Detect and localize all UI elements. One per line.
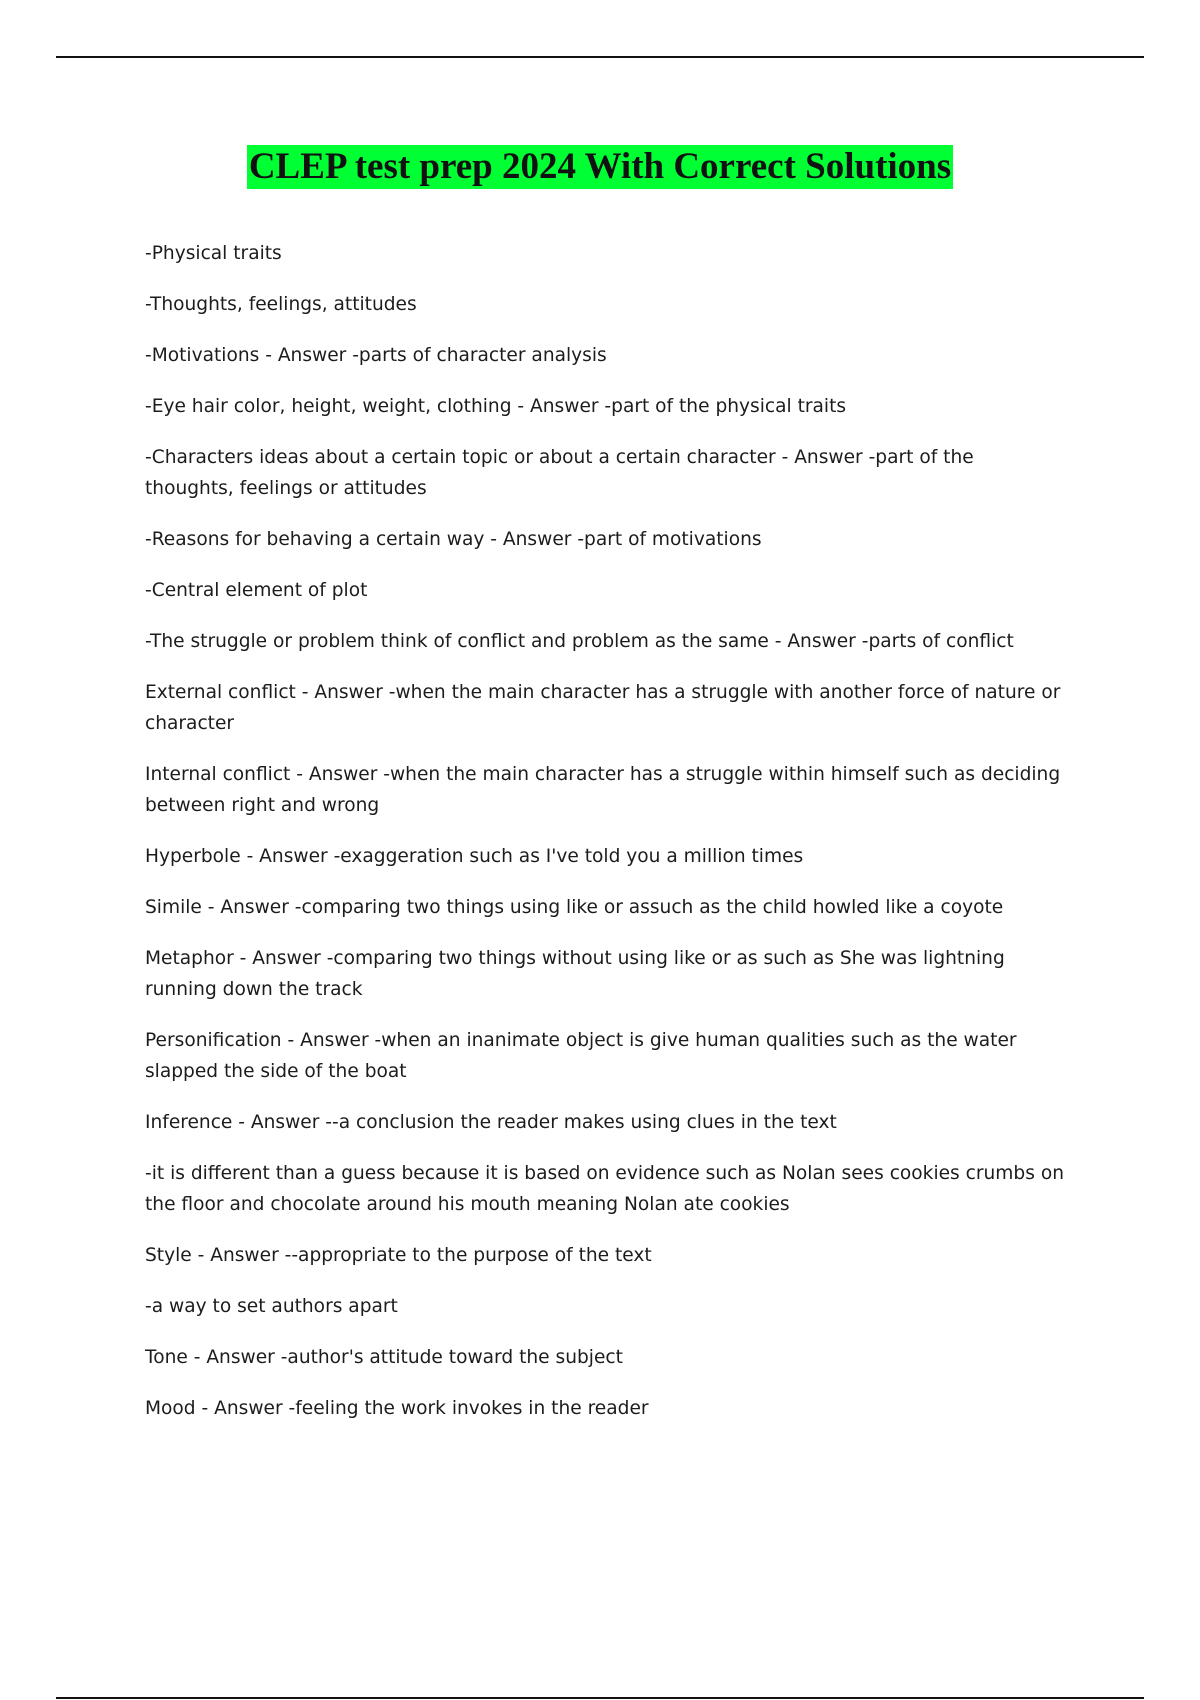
qa-paragraph: -Thoughts, feelings, attitudes (145, 294, 417, 315)
qa-paragraph: Personification - Answer -when an inanimate object is give human qualities such as the water slapped the side of the boat (145, 1030, 1017, 1082)
qa-paragraph: Metaphor - Answer -comparing two things without using like or as such as She was lightning running down the track (145, 948, 1005, 1000)
qa-paragraph: Mood - Answer -feeling the work invokes in the reader (145, 1398, 649, 1419)
qa-paragraph: Internal conflict - Answer -when the main character has a struggle within himself such as deciding between right and wrong (145, 764, 1061, 816)
document-body (145, 238, 1065, 1444)
qa-paragraph: Tone - Answer -author's attitude toward the subject (145, 1347, 623, 1368)
top-divider (56, 56, 1144, 58)
qa-paragraph: -Physical traits (145, 243, 282, 264)
qa-paragraph: -Eye hair color, height, weight, clothing - Answer -part of the physical traits (145, 396, 847, 417)
qa-paragraph: Hyperbole - Answer -exaggeration such as I've told you a million times (145, 846, 804, 867)
qa-paragraph: Inference - Answer --a conclusion the reader makes using clues in the text (145, 1112, 837, 1133)
qa-paragraph: Style - Answer --appropriate to the purpose of the text (145, 1245, 652, 1266)
bottom-divider (56, 1697, 1144, 1699)
document-title: CLEP test prep 2024 With Correct Solutions (248, 146, 952, 187)
qa-paragraph: -Central element of plot (145, 580, 368, 601)
qa-paragraph: -The struggle or problem think of conflict and problem as the same - Answer -parts of conflict (145, 631, 1014, 652)
qa-paragraph: -Characters ideas about a certain topic or about a certain character - Answer -part of the thoughts, feelings or attitudes (145, 447, 974, 499)
title-container (0, 145, 1200, 189)
qa-paragraph: Simile - Answer -comparing two things using like or assuch as the child howled like a coyote (145, 897, 1004, 918)
qa-paragraph: -it is different than a guess because it is based on evidence such as Nolan sees cookies crumbs on the floor and chocolate around his mouth meaning Nolan ate cookies (145, 1163, 1064, 1215)
qa-paragraph: External conflict - Answer -when the main character has a struggle with another force of nature or character (145, 682, 1061, 734)
qa-paragraph: -Reasons for behaving a certain way - Answer -part of motivations (145, 529, 762, 550)
qa-paragraph: -Motivations - Answer -parts of character analysis (145, 345, 607, 366)
qa-paragraph: -a way to set authors apart (145, 1296, 398, 1317)
